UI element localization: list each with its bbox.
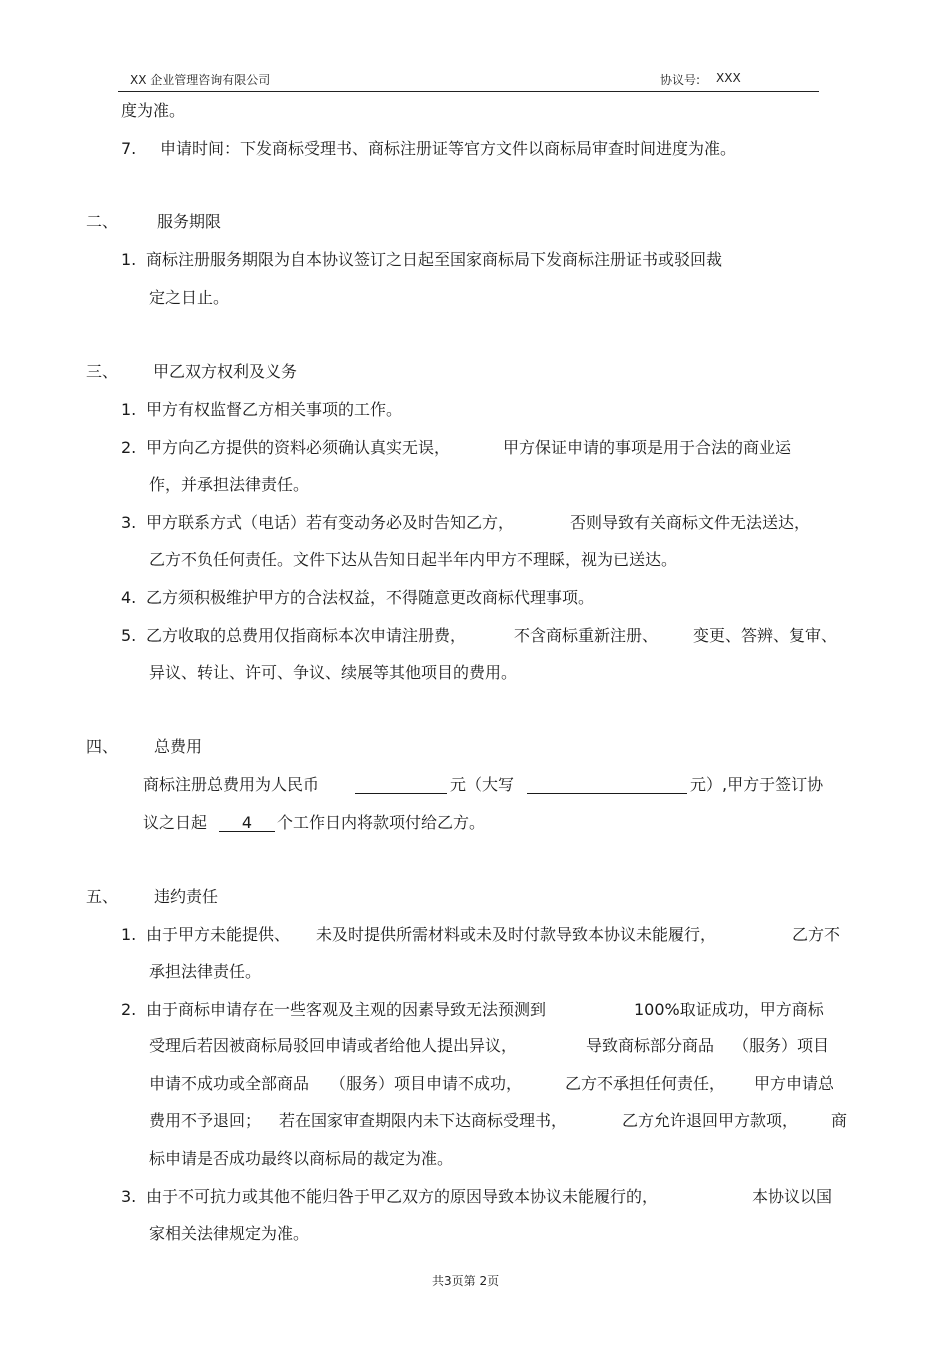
section3-number: 三、 — [86, 362, 119, 381]
s5-item3-line1b: 本协议以国 — [752, 1187, 833, 1206]
s4-line1c: 元）,甲方于签订协 — [690, 775, 824, 794]
payment-days-value: 4 — [219, 813, 275, 832]
s3-item3-line1b: 否则导致有关商标文件无法送达， — [570, 513, 811, 532]
s5-item2-line3d: 甲方申请总 — [754, 1074, 835, 1093]
continued-tail: 度为准。 — [121, 101, 186, 120]
s2-item1-line1: 商标注册服务期限为自本协议签订之日起至国家商标局下发商标注册证书或驳回裁 — [146, 250, 723, 269]
s3-item3-line2: 乙方不负任何责任。文件下达从告知日起半年内甲方不理睬，视为已送达。 — [149, 550, 678, 569]
s5-item1-line1a: 由于甲方未能提供、 — [146, 925, 291, 944]
section4-number: 四、 — [86, 737, 119, 756]
s3-item1-line1: 甲方有权监督乙方相关事项的工作。 — [146, 400, 403, 419]
s5-item2-line4c: 乙方允许退回甲方款项， — [622, 1111, 799, 1130]
s4-line2a: 议之日起 — [143, 813, 208, 832]
s5-item1-line1c: 乙方不 — [792, 925, 841, 944]
section3-title: 甲乙双方权利及义务 — [153, 362, 298, 381]
section2-number: 二、 — [86, 212, 119, 231]
amount-figure-blank — [355, 775, 447, 794]
s3-item3-number: 3. — [121, 513, 137, 532]
page-number: 共3页第 2页 — [432, 1274, 500, 1288]
s5-item3-line2: 家相关法律规定为准。 — [149, 1224, 310, 1243]
s5-item1-number: 1. — [121, 925, 137, 944]
s5-item2-line5: 标申请是否成功最终以商标局的裁定为准。 — [149, 1149, 454, 1168]
s3-item5-line1c: 变更、答辨、复审、 — [693, 626, 838, 645]
s3-item3-line1a: 甲方联系方式（电话）若有变动务必及时告知乙方， — [146, 513, 515, 532]
s5-item2-line4a: 费用不予退回； — [149, 1111, 262, 1130]
s2-item1-number: 1. — [121, 250, 137, 269]
s5-item2-line3a: 申请不成功或全部商品 — [149, 1074, 310, 1093]
s2-item1-line2: 定之日止。 — [149, 288, 230, 307]
s3-item2-number: 2. — [121, 438, 137, 457]
s5-item2-line2a: 受理后若因被商标局驳回申请或者给他人提出异议， — [149, 1036, 518, 1055]
s5-item2-number: 2. — [121, 1000, 137, 1019]
header-agreement-label: 协议号: — [660, 73, 701, 87]
s3-item2-line1a: 甲方向乙方提供的资料必须确认真实无误， — [146, 438, 451, 457]
section5-title: 违约责任 — [154, 887, 219, 906]
s5-item2-line2b: 导致商标部分商品 — [586, 1036, 715, 1055]
s3-item5-number: 5. — [121, 626, 137, 645]
s5-item2-line3b: （服务）项目申请不成功， — [330, 1074, 523, 1093]
s4-line1b: 元（大写 — [450, 775, 515, 794]
s3-item5-line2: 异议、转让、许可、争议、续展等其他项目的费用。 — [149, 663, 518, 682]
s5-item1-line1b: 未及时提供所需材料或未及时付款导致本协议未能履行， — [316, 925, 717, 944]
section5-number: 五、 — [86, 887, 119, 906]
header-rule — [118, 91, 819, 92]
s4-line1a: 商标注册总费用为人民币 — [143, 775, 320, 794]
item7-text: 申请时间：下发商标受理书、商标注册证等官方文件以商标局审查时间进度为准。 — [160, 139, 737, 158]
s3-item2-line2: 作，并承担法律责任。 — [149, 475, 310, 494]
s3-item5-line1b: 不含商标重新注册、 — [514, 626, 659, 645]
s3-item1-number: 1. — [121, 400, 137, 419]
section2-title: 服务期限 — [157, 212, 222, 231]
s5-item2-line4b: 若在国家审查期限内未下达商标受理书， — [279, 1111, 568, 1130]
s5-item1-line2: 承担法律责任。 — [149, 962, 262, 981]
s3-item4-line1: 乙方须积极维护甲方的合法权益，不得随意更改商标代理事项。 — [146, 588, 595, 607]
s3-item2-line1b: 甲方保证申请的事项是用于合法的商业运 — [503, 438, 792, 457]
s5-item2-line1a: 由于商标申请存在一些客观及主观的因素导致无法预测到 — [146, 1000, 547, 1019]
s5-item2-line1b: 100%取证成功，甲方商标 — [634, 1000, 824, 1019]
item7-number: 7. — [121, 139, 137, 158]
amount-words-blank — [527, 775, 687, 794]
s5-item2-line2c: （服务）项目 — [733, 1036, 830, 1055]
s3-item5-line1a: 乙方收取的总费用仅指商标本次申请注册费， — [146, 626, 467, 645]
section4-title: 总费用 — [154, 737, 203, 756]
s4-line2b: 个工作日内将款项付给乙方。 — [277, 813, 486, 832]
s5-item3-line1a: 由于不可抗力或其他不能归咎于甲乙双方的原因导致本协议未能履行的， — [146, 1187, 659, 1206]
header-company: XX 企业管理咨询有限公司 — [130, 73, 271, 87]
s5-item2-line3c: 乙方不承担任何责任， — [565, 1074, 726, 1093]
s5-item3-number: 3. — [121, 1187, 137, 1206]
s5-item2-line4d: 商 — [831, 1111, 848, 1130]
header-agreement-no: XXX — [716, 71, 741, 85]
s3-item4-number: 4. — [121, 588, 137, 607]
